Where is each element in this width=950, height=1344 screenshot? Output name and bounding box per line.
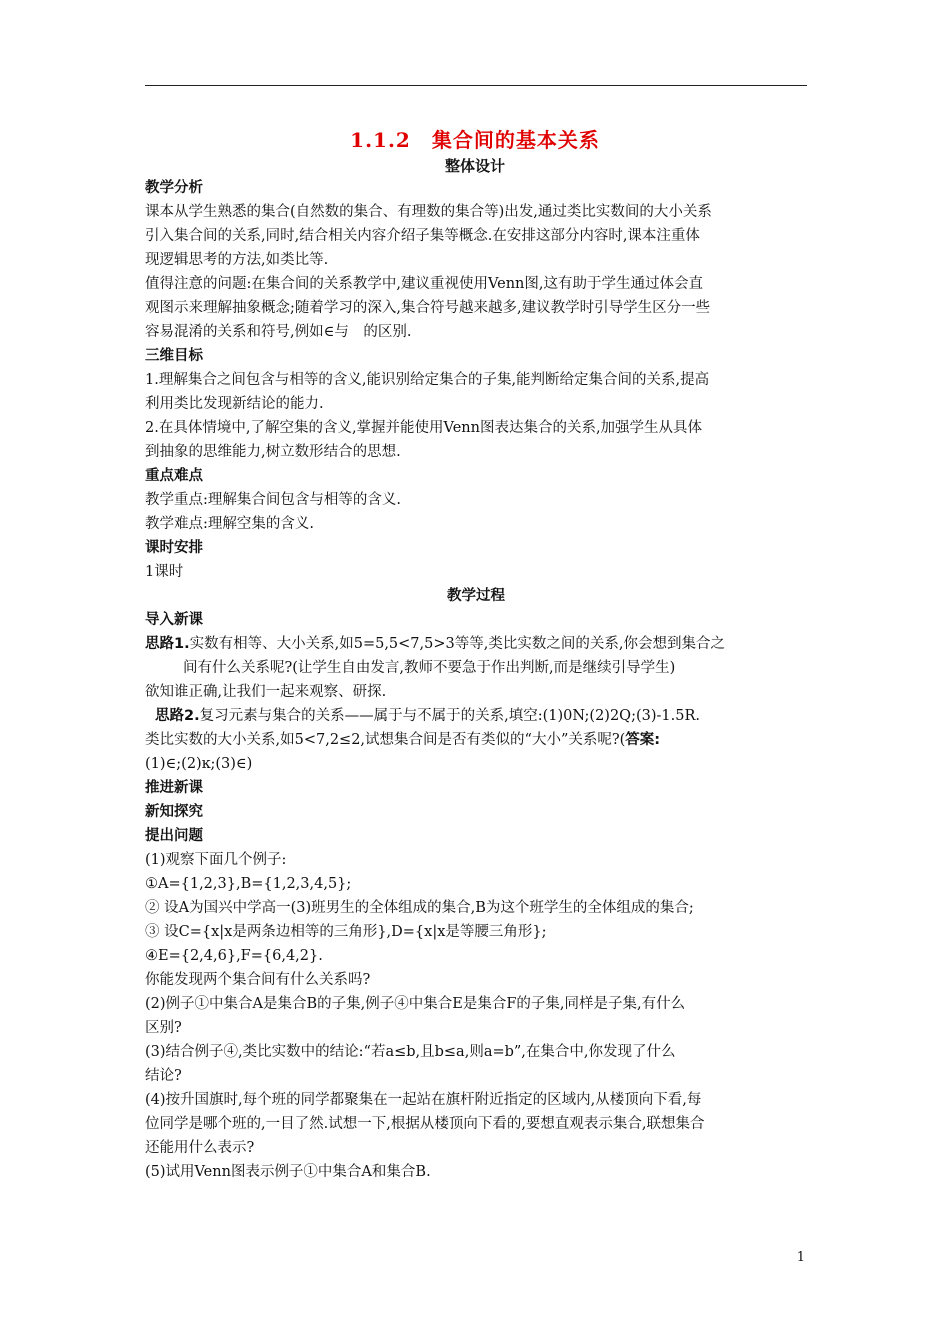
paragraph-line: 课本从学生熟悉的集合(自然数的集合、有理数的集合等)出发,通过类比实数间的大小关系 [145,204,712,220]
paragraph-line: 利用类比发现新结论的能力. [145,396,324,412]
paragraph-line: 引入集合间的关系,同时,结合相关内容介绍子集等概念.在安排这部分内容时,课本注重体 [145,228,700,244]
section-heading: 三维目标 [145,348,203,364]
paragraph-line: 现逻辑思考的方法,如类比等. [145,252,329,268]
line-text: 复习元素与集合的关系——属于与不属于的关系,填空:(1)0N;(2)2Q;(3)-1.5R. [199,708,700,724]
paragraph-line [145,632,807,656]
paragraph-line: ①A={1,2,3},B={1,2,3,4,5}; [145,876,352,892]
paragraph-line: 结论? [145,1068,182,1084]
lead-label: 思路1. [145,636,190,652]
answer-label: 答案: [625,732,661,748]
page-number: 1 [796,1250,805,1265]
paragraph-line: 容易混淆的关系和符号,例如∈与 的区别. [145,324,412,340]
paragraph-line: 教学难点:理解空集的含义. [145,516,314,532]
paragraph-line: (3)结合例子④,类比实数中的结论:“若a≤b,且b≤a,则a=b”,在集合中,你发现了什么 [145,1044,676,1060]
page-subtitle: 整体设计 [444,157,505,175]
paragraph-line: 值得注意的问题:在集合间的关系教学中,建议重视使用Venn图,这有助于学生通过体会直 [145,276,703,292]
paragraph-line: 位同学是哪个班的,一目了然.试想一下,根据从楼顶向下看的,要想直观表示集合,联想集合 [145,1116,705,1132]
paragraph-line: 2.在具体情境中,了解空集的含义,掌握并能使用Venn图表达集合的关系,加强学生从具体 [145,420,703,436]
paragraph-line: ③ 设C={x|x是两条边相等的三角形},D={x|x是等腰三角形}; [145,924,547,940]
paragraph-line: ④E={2,4,6},F={6,4,2}. [145,948,323,964]
paragraph-line: (4)按升国旗时,每个班的同学都聚集在一起站在旗杆附近指定的区域内,从楼顶向下看,每 [145,1092,702,1108]
paragraph-line: (1)观察下面几个例子: [145,852,287,868]
section-heading: 课时安排 [145,540,203,556]
paragraph-line: 到抽象的思维能力,树立数形结合的思想. [145,444,401,460]
paragraph-line: 教学重点:理解集合间包含与相等的含义. [145,492,401,508]
section-heading: 推进新课 [145,780,203,796]
paragraph-line: 1.理解集合之间包含与相等的含义,能识别给定集合的子集,能判断给定集合间的关系,提高 [145,372,710,388]
section-heading: 提出问题 [145,828,203,844]
paragraph-line [145,704,807,728]
lead-label: 思路2. [155,708,200,724]
section-heading: 导入新课 [145,612,203,628]
line-text: 类比实数的大小关系,如5<7,2≤2,试想集合间是否有类似的“大小”关系呢?( [145,732,626,748]
paragraph-line: 区别? [145,1020,182,1036]
paragraph-line: 欲知谁正确,让我们一起来观察、研探. [145,684,387,700]
paragraph-line: 还能用什么表示? [145,1140,255,1156]
paragraph-line: (2)例子①中集合A是集合B的子集,例子④中集合E是集合F的子集,同样是子集,有什么 [145,996,686,1012]
section-heading: 重点难点 [145,468,203,484]
paragraph-line: (1)∈;(2)ĸ;(3)∈) [145,756,253,772]
paragraph-line: 观图示来理解抽象概念;随着学习的深入,集合符号越来越多,建议教学时引导学生区分一些 [145,300,711,316]
header-rule [145,85,807,86]
paragraph-line [145,728,807,752]
paragraph-line: 间有什么关系呢?(让学生自由发言,教师不要急于作出判断,而是继续引导学生) [183,660,676,676]
paragraph-line: (5)试用Venn图表示例子①中集合A和集合B. [145,1164,431,1180]
section-heading: 新知探究 [145,804,203,820]
document-body [145,176,807,1184]
line-text: 实数有相等、大小关系,如5=5,5<7,5>3等等,类比实数之间的关系,你会想到集合之 [189,636,725,652]
paragraph-line: ② 设A为国兴中学高一(3)班男生的全体组成的集合,B为这个班学生的全体组成的集合; [145,900,694,916]
paragraph-line: 1课时 [145,564,184,580]
page-title: 1.1.2 集合间的基本关系 [350,128,600,152]
section-heading: 教学过程 [447,588,505,604]
section-heading: 教学分析 [145,180,203,196]
paragraph-line: 你能发现两个集合间有什么关系吗? [145,972,371,988]
